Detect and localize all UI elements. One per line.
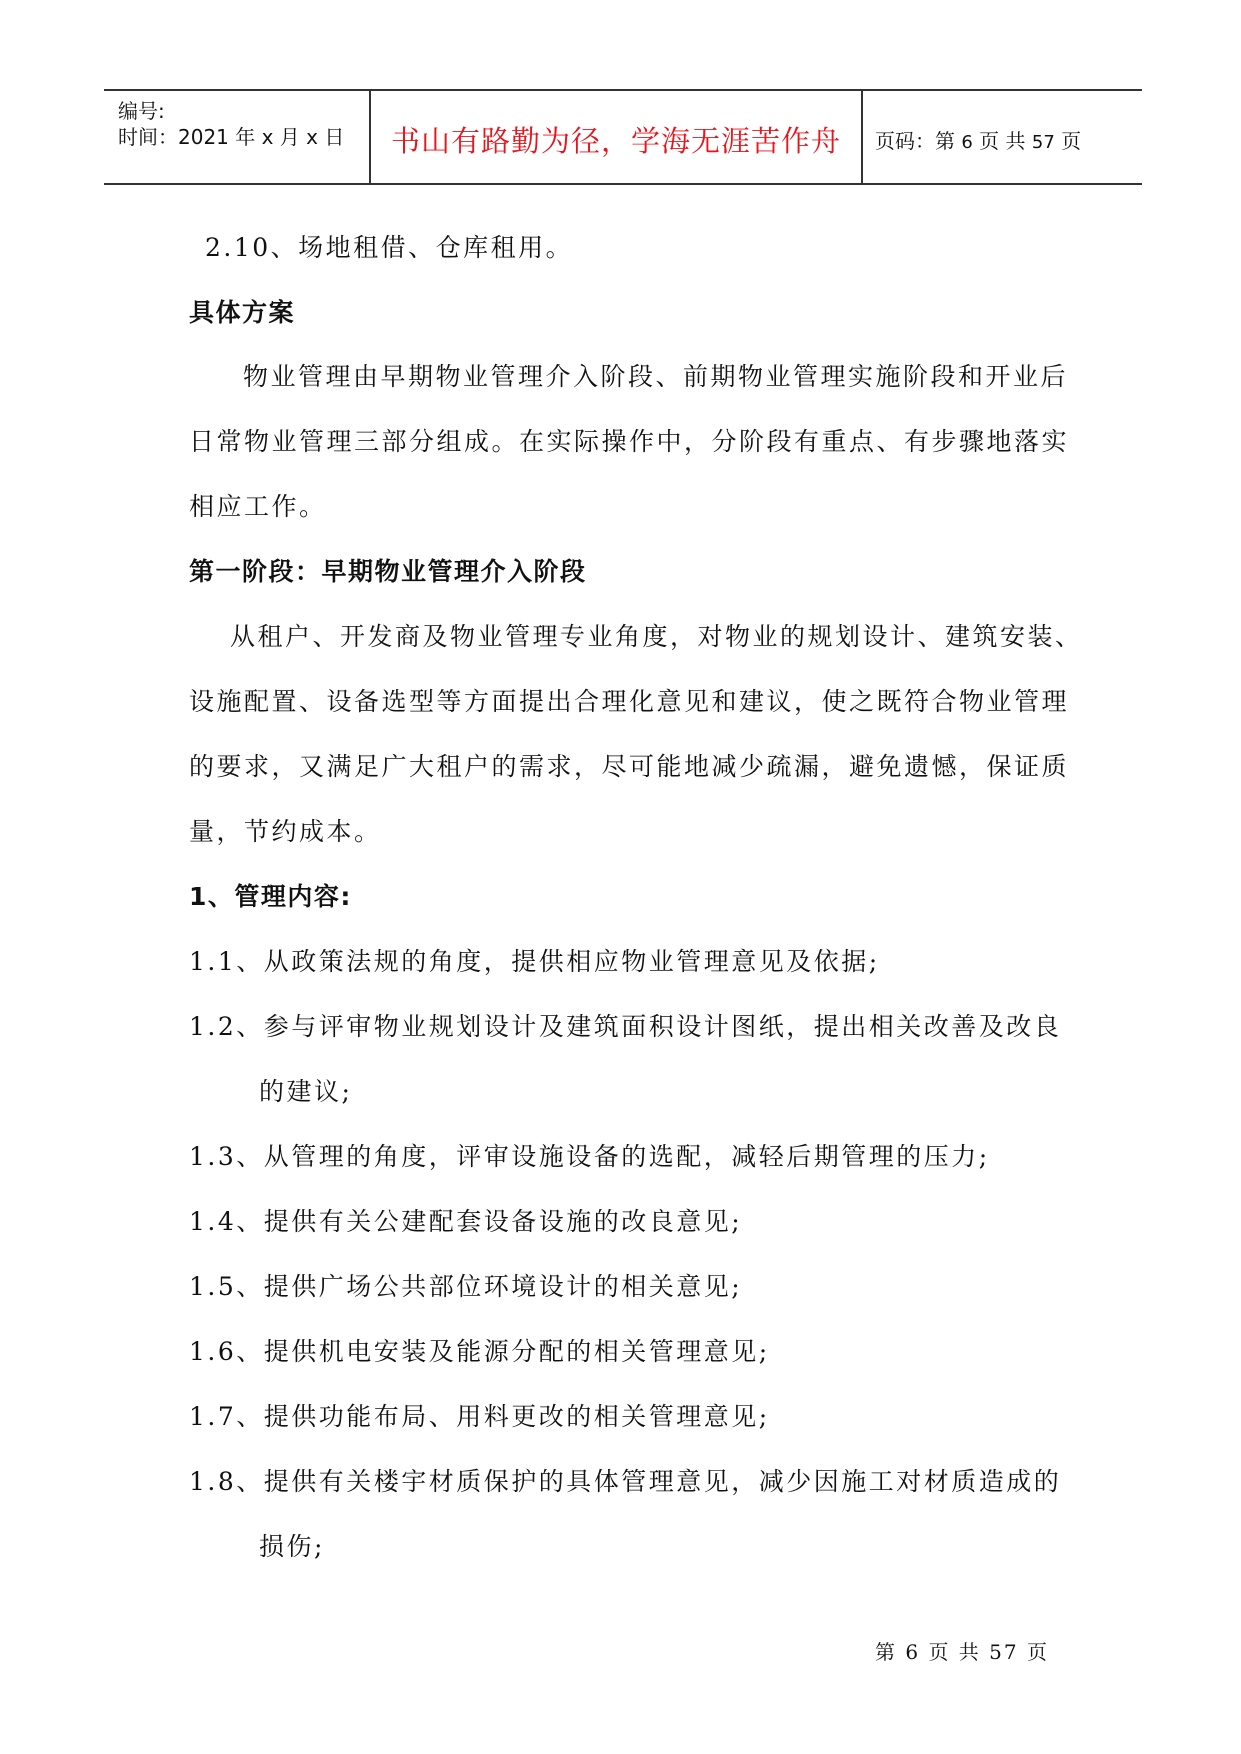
document-code-label: 编号: — [118, 99, 165, 123]
list-item-1-3: 1.3、从管理的角度，评审设施设备的选配，减轻后期管理的压力; — [189, 1142, 990, 1171]
list-item-1-8-continued: 损伤; — [259, 1532, 325, 1561]
list-item-1-2-continued: 的建议; — [259, 1077, 353, 1106]
list-item-1-8: 1.8、提供有关楼宇材质保护的具体管理意见，减少因施工对材质造成的 — [189, 1467, 1062, 1496]
paragraph-1-line-2: 日常物业管理三部分组成。在实际操作中，分阶段有重点、有步骤地落实 — [189, 427, 1070, 456]
body-line-section-2-10: 2.10、场地租借、仓库租用。 — [205, 233, 574, 262]
page-label-prefix: 页码：第 — [875, 129, 955, 153]
heading-phase-one: 第一阶段：早期物业管理介入阶段 — [189, 557, 587, 586]
list-item-1-6: 1.6、提供机电安装及能源分配的相关管理意见; — [189, 1337, 770, 1366]
paragraph-1-line-1: 物业管理由早期物业管理介入阶段、前期物业管理实施阶段和开业后 — [243, 362, 1069, 391]
heading-specific-plan: 具体方案 — [189, 298, 296, 327]
paragraph-2-line-1: 从租户、开发商及物业管理专业角度，对物业的规划设计、建筑安装、 — [230, 622, 1083, 651]
paragraph-2-line-4: 量，节约成本。 — [189, 817, 382, 846]
list-item-1-1: 1.1、从政策法规的角度，提供相应物业管理意见及依据; — [189, 947, 880, 976]
paragraph-1-line-3: 相应工作。 — [189, 492, 327, 521]
paragraph-2-line-2: 设施配置、设备选型等方面提出合理化意见和建议，使之既符合物业管理 — [189, 687, 1070, 716]
list-item-1-7: 1.7、提供功能布局、用料更改的相关管理意见; — [189, 1402, 770, 1431]
heading-management-content: 1、管理内容: — [189, 882, 352, 911]
page-label-mid: 页 共 — [979, 129, 1026, 153]
document-time-label: 时间：2021 年 x 月 x 日 — [118, 125, 345, 149]
list-item-1-5: 1.5、提供广场公共部位环境设计的相关意见; — [189, 1272, 743, 1301]
page-current: 6 — [961, 132, 973, 153]
page-total: 57 — [1031, 132, 1055, 153]
page-footer: 第 6 页 共 57 页 — [875, 1640, 1049, 1664]
list-item-1-4: 1.4、提供有关公建配套设备设施的改良意见; — [189, 1207, 743, 1236]
list-item-1-2: 1.2、参与评审物业规划设计及建筑面积设计图纸，提出相关改善及改良 — [189, 1012, 1062, 1041]
header-motto: 书山有路勤为径，学海无涯苦作舟 — [390, 124, 841, 158]
paragraph-2-line-3: 的要求，又满足广大租户的需求，尽可能地减少疏漏，避免遗憾，保证质 — [189, 752, 1070, 781]
page-label-suffix: 页 — [1061, 129, 1082, 153]
